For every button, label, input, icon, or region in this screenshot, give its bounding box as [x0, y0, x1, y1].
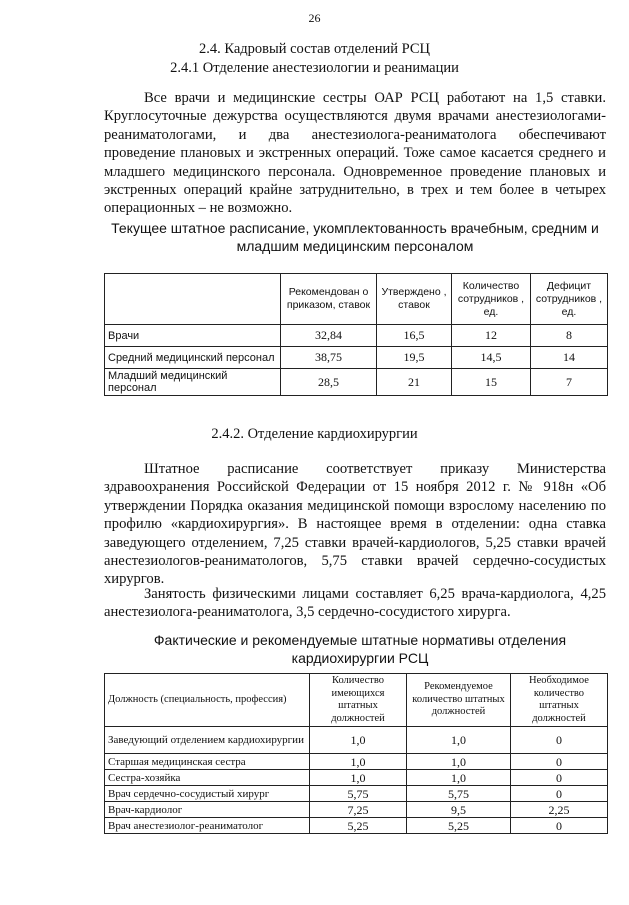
table-cell: 5,25 [310, 818, 407, 834]
table-cell: 1,0 [407, 770, 511, 786]
table-cell: 7,25 [310, 802, 407, 818]
staffing-table [104, 273, 608, 396]
paragraph-cardiosurgery-occupancy: Занятость физическими лицами составляет 6,25 врача-кардиолога, 4,25 анестезиолога-реаниматолога, 3,5 сердечно-сосудистого хирурга. [104, 586, 606, 621]
table-cell: Врач анестезиолог-реаниматолог [105, 818, 310, 834]
table-cell: Сестра-хозяйка [105, 770, 310, 786]
table-cell: 1,0 [310, 770, 407, 786]
table2-header-row [105, 674, 608, 727]
table-cell: 7 [531, 369, 608, 396]
table-cell: 14,5 [452, 347, 531, 369]
table-cell: Врачи [105, 325, 281, 347]
table-cell: 1,0 [310, 754, 407, 770]
paragraph-cardiosurgery-staffing: Штатное расписание соответствует приказу Министерства здравоохранения Российской Федерации от 15 ноября 2012 г. № 918н «Об утверждении Порядка оказания медицинской помощи взрослому населению по профилю «кардиохирургия». В настоящее время в отделении: одна ставка заведующего отделением, 7,25 ставки врачей-кардиологов, 5,25 ставки врачей анестезиологов-реаниматологов, 5,75 ставки врачей сердечно-сосудистых хирургов. [104, 461, 606, 588]
table-cell: 15 [452, 369, 531, 396]
table-row [105, 754, 608, 770]
table-cell: 5,75 [310, 786, 407, 802]
table-cell: 28,5 [281, 369, 377, 396]
table-cell: 5,75 [407, 786, 511, 802]
table2-caption: Фактические и рекомендуемые штатные нормативы отделения кардиохирургии РСЦ [153, 632, 567, 666]
table1-header-cell: Дефицит сотрудников , ед. [531, 274, 608, 325]
table1-header-cell: Количество сотрудников , ед. [452, 274, 531, 325]
table-cell: Заведующий отделением кардиохирургии [105, 727, 310, 754]
table-cell: Младший медицинский персонал [105, 369, 281, 396]
table-row [105, 347, 608, 369]
table-cell: 14 [531, 347, 608, 369]
table-cell: 12 [452, 325, 531, 347]
table-cell: 0 [511, 818, 608, 834]
table-cell: 1,0 [310, 727, 407, 754]
table-row [105, 802, 608, 818]
table-cell: 8 [531, 325, 608, 347]
table-row [105, 818, 608, 834]
table-cell: 0 [511, 786, 608, 802]
section-title: 2.4. Кадровый состав отделений РСЦ [198, 41, 431, 57]
table-cell: Врач сердечно-сосудистый хирург [105, 786, 310, 802]
table-cell: 21 [377, 369, 452, 396]
table-cell: 1,0 [407, 727, 511, 754]
table-cell: 38,75 [281, 347, 377, 369]
table1-header-cell [105, 274, 281, 325]
table-cell: 32,84 [281, 325, 377, 347]
table-cell: Врач-кардиолог [105, 802, 310, 818]
table1-header-cell: Утверждено , ставок [377, 274, 452, 325]
table-row [105, 770, 608, 786]
table2-header-cell: Должность (специальность, профессия) [105, 674, 310, 727]
paragraph-anesthesiology: Все врачи и медицинские сестры ОАР РСЦ работают на 1,5 ставки. Круглосуточные дежурства осуществляются двумя врачами анестезиологами-реаниматологами, и два анестезиолога-реаниматолога обеспечивают проведение плановых и экстренных операций. Тоже самое касается среднего и младшего медицинского персонала. Одновременное проведение плановых и экстренных операций крайне затруднительно, в трех и тем более в четырех операционных – не возможно. [104, 90, 606, 217]
table-row [105, 369, 608, 396]
table-cell: 2,25 [511, 802, 608, 818]
table-cell: 1,0 [407, 754, 511, 770]
table-cell: 0 [511, 770, 608, 786]
table-cell: Средний медицинский персонал [105, 347, 281, 369]
table-cell: 0 [511, 754, 608, 770]
table-row [105, 786, 608, 802]
table-cell: 5,25 [407, 818, 511, 834]
subsection-title-anesthesiology: 2.4.1 Отделение анестезиологии и реанимации [170, 60, 459, 76]
table2-header-cell: Рекомендуемое количество штатных должностей [407, 674, 511, 727]
page-number: 26 [308, 11, 321, 25]
cardiosurgery-staffing-table [104, 673, 608, 834]
table-row [105, 325, 608, 347]
table1-header-cell: Рекомендован о приказом, ставок [281, 274, 377, 325]
table2-header-cell: Необходимое количество штатных должностей [511, 674, 608, 727]
table-row [105, 727, 608, 754]
table-cell: 19,5 [377, 347, 452, 369]
table-cell: Старшая медицинская сестра [105, 754, 310, 770]
table2-header-cell: Количество имеющихся штатных должностей [310, 674, 407, 727]
table1-header-row [105, 274, 608, 325]
subsection-title-cardiosurgery: 2.4.2. Отделение кардиохирургии [211, 426, 418, 442]
table-cell: 0 [511, 727, 608, 754]
table-cell: 9,5 [407, 802, 511, 818]
table1-caption: Текущее штатное расписание, укомплектованность врачебным, средним и младшим медицинским персоналом [111, 220, 599, 254]
table-cell: 16,5 [377, 325, 452, 347]
